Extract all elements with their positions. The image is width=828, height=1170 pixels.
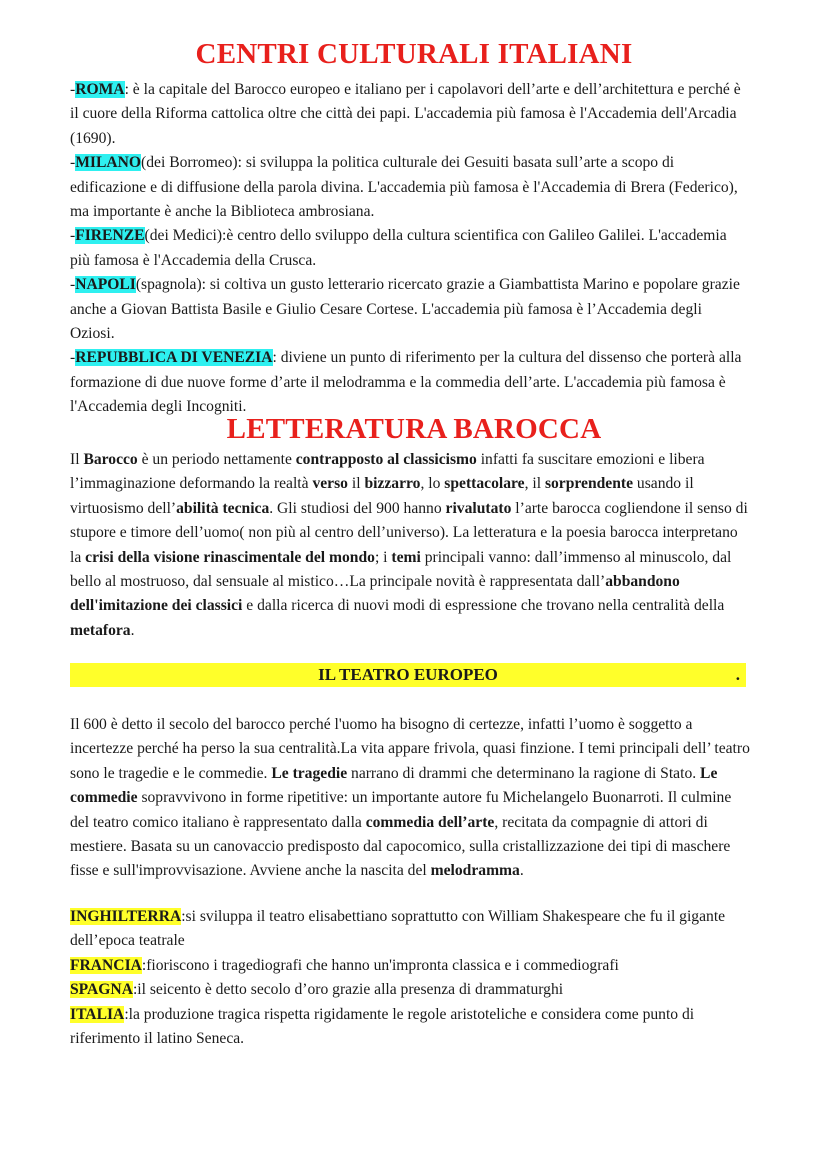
- bold-term: abbandono dell'imitazione dei classici: [70, 573, 680, 615]
- city-dash: -: [70, 81, 76, 98]
- city-name-roma: ROMA: [75, 81, 125, 98]
- bold-term: spettacolare: [444, 475, 525, 493]
- country-entry-italia: [70, 1003, 750, 1052]
- city-entry-firenze: [70, 224, 750, 273]
- bold-term: metafora: [70, 621, 131, 639]
- paragraph-teatro: [70, 713, 750, 884]
- text-run: infatti fa suscitare emozioni e libera l’immaginazione deformando la realtà: [70, 451, 705, 493]
- country-text-spagna: :il seicento è detto secolo d’oro grazie alla presenza di drammaturghi: [132, 981, 564, 999]
- bold-term: abilità tecnica: [176, 499, 270, 517]
- text-run: sopravvivono in forme ripetitive: un importante autore fu Michelangelo Buonarroti. Il culmine del teatro comico italiano è rappresentato dalla: [70, 789, 732, 831]
- country-name-italia: ITALIA: [70, 1005, 125, 1023]
- country-entry-spagna: [70, 978, 750, 1002]
- text-run: usando il virtuosismo dell’: [70, 475, 694, 517]
- city-text-napoli: (spagnola): si coltiva un gusto letterario ricercato grazie a Giambattista Marino e popolare grazie anche a Giovan Battista Basile e Giulio Cesare Cortese. L'accademia più famosa è l’Accademia degli Oziosi.: [70, 276, 740, 343]
- city-name-venezia: REPUBBLICA DI VENEZIA: [75, 349, 273, 367]
- text-run: l’arte barocca cogliendone il senso di stupore e timore dell’uomo( non più al centro dell’universo). La letteratura e la poesia barocca interpretano la: [70, 499, 748, 566]
- text-run: e dalla ricerca di nuovi modi di espressione che trovano nella centralità della: [242, 597, 725, 615]
- text-run: , lo: [420, 475, 445, 493]
- country-name-francia: FRANCIA: [70, 956, 142, 974]
- country-entry-francia: [70, 954, 750, 978]
- country-text-inghilterra: :si sviluppa il teatro elisabettiano soprattutto con William Shakespeare che fu il gigante dell’epoca teatrale: [70, 908, 726, 950]
- city-text-firenze: (dei Medici):è centro dello sviluppo della cultura scientifica con Galileo Galilei. L'accademia più famosa è l'Accademia della Crusca.: [70, 227, 727, 269]
- bold-term: bizzarro: [364, 475, 421, 493]
- city-text-venezia: : diviene un punto di riferimento per la cultura del dissenso che porterà alla formazione di due nuove forme d’arte il melodramma e la commedia dell’arte. L'accademia più famosa è l'Accademia degli Incogniti.: [70, 349, 742, 416]
- section-countries: [70, 905, 750, 1051]
- city-entry-roma: [70, 78, 750, 151]
- text-run: , il: [524, 475, 545, 493]
- city-name-firenze: FIRENZE: [75, 227, 145, 245]
- text-run: .: [130, 621, 135, 639]
- country-name-inghilterra: INGHILTERRA: [70, 908, 182, 925]
- country-text-francia: :fioriscono i tragediografi che hanno un'impronta classica e i commediografi: [141, 956, 619, 974]
- text-run: Il: [70, 451, 84, 468]
- country-name-spagna: SPAGNA: [70, 981, 133, 999]
- city-dash: -: [70, 276, 76, 294]
- text-run: Il 600 è detto il secolo del barocco perché l'uomo ha bisogno di certezze, infatti l’uomo è soggetto a incertezze perché ha perso la sua centralità.La vita appare frivola, quasi finzione. I temi principali dell’ teatro sono le tragedie e le commedie.: [70, 716, 750, 782]
- text-run: principali vanno: dall’immenso al minuscolo, dal bello al mostruoso, dal sensuale al mistico…La principale novità è rappresentata dall’: [70, 548, 732, 591]
- city-entry-milano: [70, 151, 750, 224]
- text-run: ; i: [374, 548, 392, 566]
- city-text-roma: : è la capitale del Barocco europeo e italiano per i capolavori dell’arte e dell’architettura e perché è il cuore della Riforma cattolica oltre che città dei papi. L'accademia più famosa è l'Accademia dell'Arcadia (1690).: [70, 81, 741, 147]
- city-entry-venezia: [70, 346, 750, 419]
- section-centri-culturali: [70, 78, 750, 420]
- bold-term: melodramma: [430, 862, 520, 880]
- city-name-napoli: NAPOLI: [75, 276, 136, 294]
- text-run: narrano di drammi che determinano la ragione di Stato.: [347, 764, 701, 782]
- title-letteratura-barocca: LETTERATURA BAROCCA: [226, 413, 602, 445]
- city-name-milano: MILANO: [75, 154, 142, 172]
- bold-term: commedia dell’arte: [365, 813, 495, 831]
- bold-term: temi: [391, 548, 421, 566]
- bold-term: Le tragedie: [271, 764, 348, 782]
- country-text-italia: :la produzione tragica rispetta rigidamente le regole aristoteliche e considera come punto di riferimento il latino Seneca.: [70, 1005, 695, 1048]
- text-run: .: [519, 862, 524, 880]
- title-teatro-europeo: IL TEATRO EUROPEO: [318, 665, 498, 684]
- text-run: è un periodo nettamente: [137, 451, 296, 468]
- country-entry-inghilterra: [70, 905, 750, 954]
- city-dash: -: [70, 349, 76, 367]
- text-run: il: [347, 475, 365, 493]
- city-dash: -: [70, 154, 76, 172]
- paragraph-barocco: [70, 448, 750, 643]
- city-entry-napoli: [70, 273, 750, 346]
- city-text-milano: (dei Borromeo): si sviluppa la politica culturale dei Gesuiti basata sull’arte a scopo di edificazione e di diffusione della parola divina. L'accademia più famosa è l'Accademia di Brera (Federico), ma importante è anche la Biblioteca ambrosiana.: [70, 154, 738, 221]
- city-dash: -: [70, 227, 76, 245]
- title-centri-culturali: CENTRI CULTURALI ITALIANI: [195, 38, 633, 70]
- bold-term: Le commedie: [70, 764, 718, 807]
- text-run: . Gli studiosi del 900 hanno: [269, 499, 446, 517]
- bold-term: sorprendente: [544, 475, 634, 493]
- heading-bar-teatro-europeo: [70, 663, 746, 687]
- text-run: , recitata da compagnie di attori di mestiere. Basata su un canovaccio predisposto dal capocomico, sulla cristallizzazione dei tipi di maschere fisse e sull'improvvisazione. Avviene anche la nascita del: [70, 813, 731, 880]
- bold-term: Barocco: [83, 451, 138, 468]
- bold-term: crisi della visione rinascimentale del mondo: [85, 548, 375, 566]
- bold-term: contrapposto al classicismo: [295, 451, 477, 468]
- bold-term: rivalutato: [445, 499, 512, 517]
- bold-term: verso: [312, 475, 348, 493]
- heading-trailing-dot: .: [735, 665, 740, 684]
